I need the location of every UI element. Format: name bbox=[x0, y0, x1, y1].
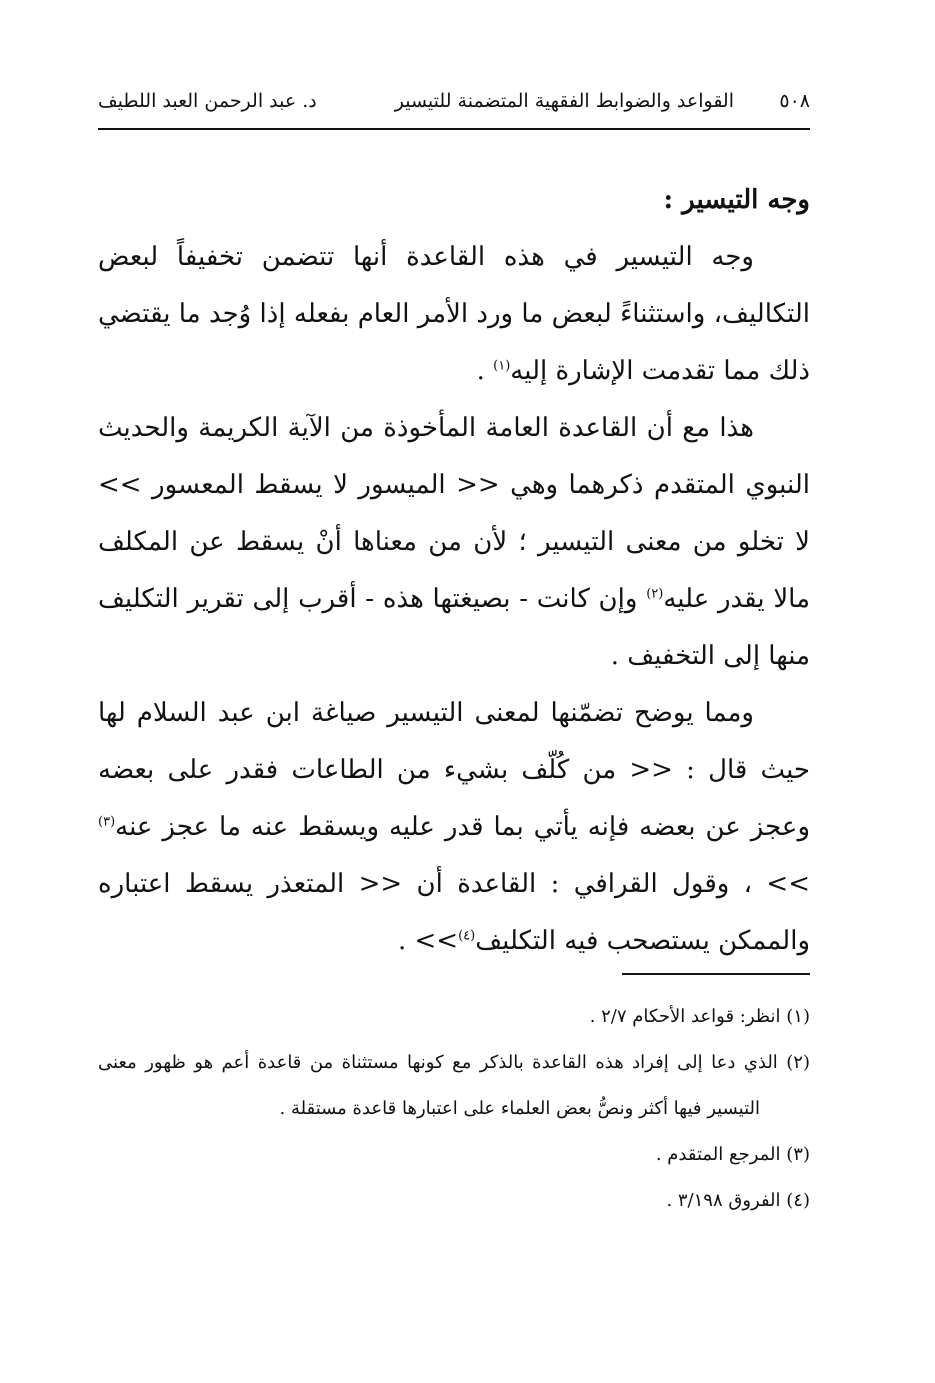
book-title: القواعد والضوابط الفقهية المتضمنة للتيسير bbox=[394, 90, 734, 112]
paragraph-3-text: ومما يوضح تضمّنها لمعنى التيسير صياغة ابن عبد السلام لها حيث قال : << من كُلّف بشيء من الطاعات فقدر على بعضه وعجز عن بعضه فإنه يأتي بما قدر عليه ويسقط عنه ما عجز عنه bbox=[98, 698, 810, 842]
header-rule bbox=[98, 128, 810, 130]
page-number: ٥٠٨ bbox=[779, 90, 810, 112]
footnote-3: (٣) المرجع المتقدم . bbox=[655, 1144, 810, 1165]
paragraph-1-text: وجه التيسير في هذه القاعدة أنها تتضمن تخفيفاً لبعض التكاليف، واستثناءً لبعض ما ورد الأمر العام بفعله إذا وُجد ما يقتضي ذلك مما تقدمت الإشارة إليه bbox=[98, 242, 810, 386]
paragraph-3-middle: >> ، وقول القرافي : القاعدة أن << المتعذر يسقط اعتباره والممكن يستصحب فيه التكليف bbox=[98, 869, 810, 956]
footnote-ref-2: (٢) bbox=[646, 586, 664, 602]
footnote-ref-3: (٣) bbox=[98, 814, 116, 830]
footnote-4: (٤) الفروق ٣/١٩٨ . bbox=[666, 1190, 810, 1211]
footnote-ref-4: (٤) bbox=[458, 928, 476, 944]
footnote-2: (٢) الذي دعا إلى إفراد هذه القاعدة بالذكر مع كونها مستثناة من قاعدة أعم هو ظهور معنى التيسير فيها أكثر ونصُّ بعض العلماء على اعتبارها قاعدة مستقلة . bbox=[98, 1052, 810, 1119]
main-text bbox=[98, 172, 810, 970]
section-heading: وجه التيسير : bbox=[663, 185, 810, 215]
paragraph-3-tail: >> . bbox=[397, 926, 459, 956]
footnote-1: (١) انظر: قواعد الأحكام ٢/٧ . bbox=[589, 1006, 810, 1027]
footnotes bbox=[98, 994, 810, 1224]
paragraph-1-tail: . bbox=[476, 356, 494, 386]
footnote-ref-1: (١) bbox=[493, 358, 511, 374]
paragraph-2-text: هذا مع أن القاعدة العامة المأخوذة من الآية الكريمة والحديث النبوي المتقدم ذكرهما وهي << الميسور لا يسقط المعسور >> لا تخلو من معنى التيسير ؛ لأن من معناها أنْ يسقط عن المكلف مالا يقدر عليه bbox=[98, 413, 810, 614]
paragraph-2 bbox=[98, 400, 810, 685]
paragraph-1 bbox=[98, 229, 810, 400]
paragraph-3 bbox=[98, 685, 810, 970]
author-name: د. عبد الرحمن العبد اللطيف bbox=[98, 90, 317, 112]
footnote-separator bbox=[622, 973, 810, 975]
paragraph-2-tail: وإن كانت - بصيغتها هذه - أقرب إلى تقرير التكليف منها إلى التخفيف . bbox=[98, 584, 810, 671]
running-header bbox=[98, 84, 810, 118]
